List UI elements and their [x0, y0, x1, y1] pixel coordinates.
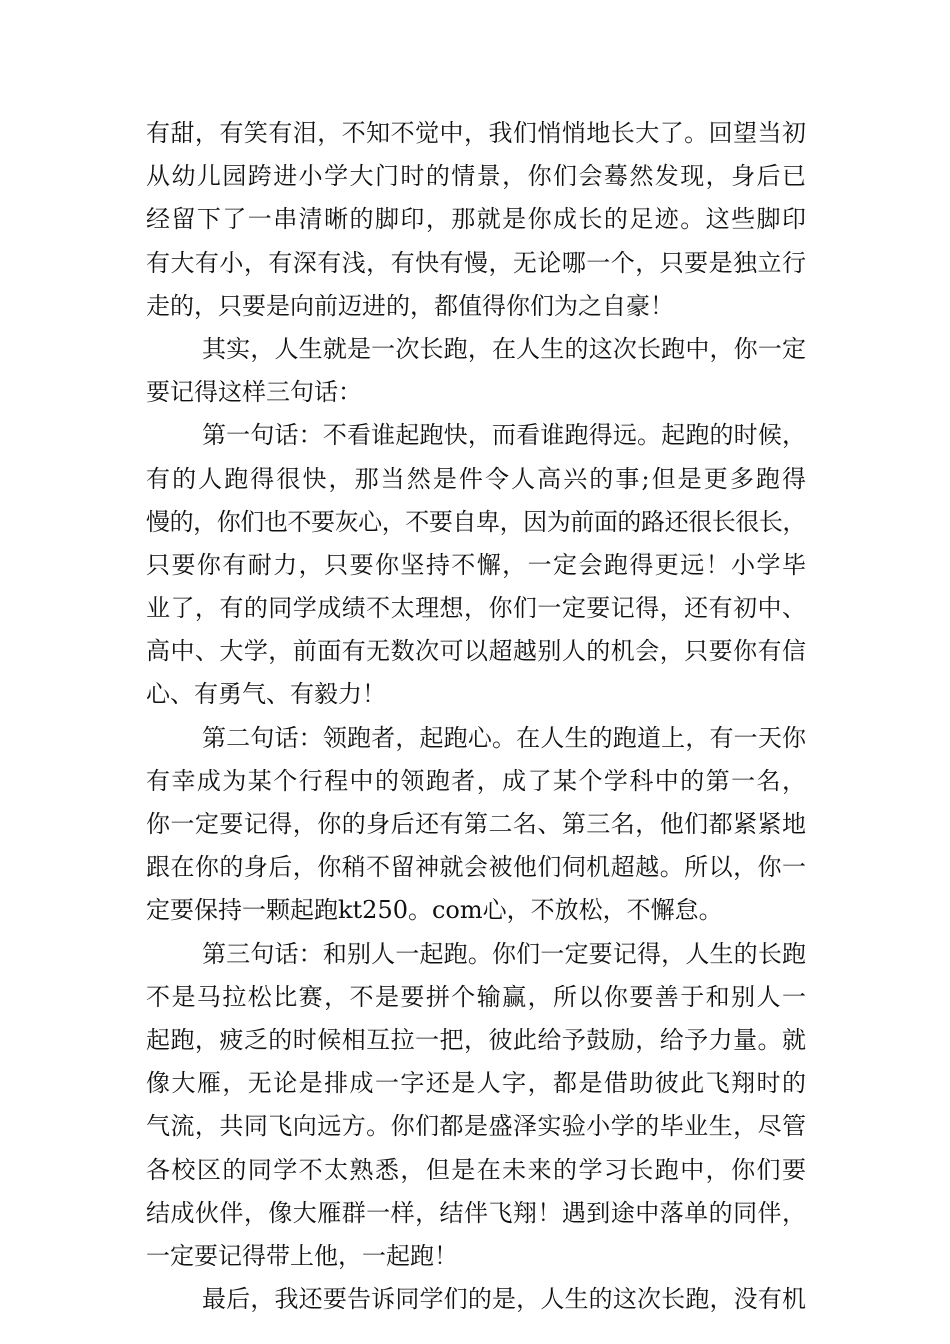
text-line: 心、有勇气、有毅力！	[146, 680, 386, 709]
text-line: 业了，有的同学成绩不太理想，你们一定要记得，还有初中、	[146, 594, 806, 623]
paragraph-first-line: 最后，我还要告诉同学们的是，人生的这次长跑，没有机	[202, 1285, 806, 1314]
text-line: 跟在你的身后，你稍不留神就会被他们伺机超越。所以，你一	[146, 853, 806, 882]
text-line: 从幼儿园跨进小学大门时的情景，你们会蓦然发现，身后已	[146, 162, 806, 191]
paragraph-first-line: 第三句话：和别人一起跑。你们一定要记得，人生的长跑	[202, 939, 806, 968]
body-text	[146, 112, 806, 1321]
text-line: 不是马拉松比赛，不是要拼个输赢，所以你要善于和别人一	[146, 982, 806, 1011]
text-line: 经留下了一串清晰的脚印，那就是你成长的足迹。这些脚印	[146, 205, 806, 234]
text-line: 有大有小，有深有浅，有快有慢，无论哪一个，只要是独立行	[146, 248, 806, 277]
text-line: 走的，只要是向前迈进的，都值得你们为之自豪！	[146, 291, 674, 320]
text-line: 一定要记得带上他，一起跑！	[146, 1241, 458, 1270]
paragraph-first-line: 第二句话：领跑者，起跑心。在人生的跑道上，有一天你	[202, 723, 806, 752]
text-line: 像大雁，无论是排成一字还是人字，都是借助彼此飞翔时的	[146, 1069, 806, 1098]
text-line: 高中、大学，前面有无数次可以超越别人的机会，只要你有信	[146, 637, 806, 666]
paragraph-first-line: 其实，人生就是一次长跑，在人生的这次长跑中，你一定	[202, 334, 806, 363]
text-line: 起跑，疲乏的时候相互拉一把，彼此给予鼓励，给予力量。就	[146, 1025, 806, 1054]
text-line: 慢的，你们也不要灰心，不要自卑，因为前面的路还很长很长，	[146, 507, 806, 536]
text-line: 有甜，有笑有泪，不知不觉中，我们悄悄地长大了。回望当初	[146, 119, 806, 147]
text-line: 有幸成为某个行程中的领跑者，成了某个学科中的第一名，	[146, 766, 806, 795]
text-line: 各校区的同学不太熟悉，但是在未来的学习长跑中，你们要	[146, 1155, 806, 1184]
paragraph-first-line: 第一句话：不看谁起跑快，而看谁跑得远。起跑的时候，	[202, 421, 806, 450]
text-line: 只要你有耐力，只要你坚持不懈，一定会跑得更远！小学毕	[146, 550, 806, 579]
text-line: 你一定要记得，你的身后还有第二名、第三名，他们都紧紧地	[146, 810, 806, 838]
text-line: 有的人跑得很快，那当然是件令人高兴的事;但是更多跑得	[146, 464, 806, 493]
text-line: 结成伙伴，像大雁群一样，结伴飞翔！遇到途中落单的同伴，	[146, 1198, 806, 1227]
text-line: 定要保持一颗起跑kt250。com心，不放松，不懈怠。	[146, 896, 723, 925]
text-line: 要记得这样三句话：	[146, 378, 362, 407]
text-line: 气流，共同飞向远方。你们都是盛泽实验小学的毕业生，尽管	[146, 1112, 806, 1141]
